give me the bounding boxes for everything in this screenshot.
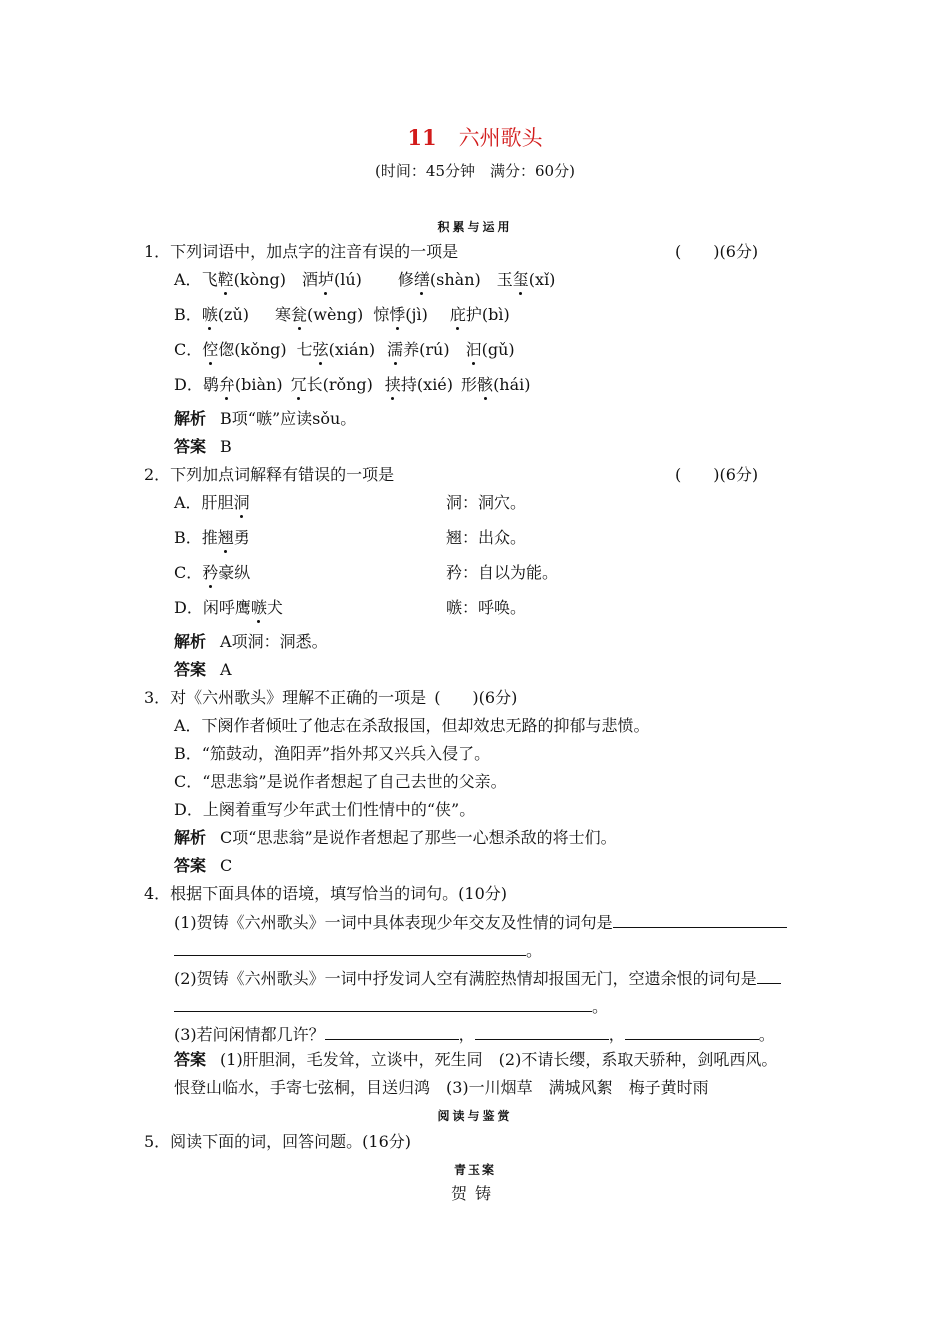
dotted-char: 嗾 [250,598,267,617]
q2-answer [174,660,232,680]
q3-option-d: D．上阕着重写少年武士们性情中的“侠”。 [174,800,476,819]
dotted-char: 弦 [312,340,329,359]
word-text: 犬 [266,598,283,617]
option-letter: A． [174,270,202,289]
word-text: 玉 [496,270,513,289]
answer-text: C [220,856,233,875]
q4-stem: 4．根据下面具体的语境，填写恰当的词句。(10分) [144,884,508,903]
word-text: C． [174,563,203,582]
analysis-text: A项洞：洞悉。 [220,632,328,651]
q1-score: ( )(6分) [675,242,759,261]
document-title [0,126,950,150]
q2-stem: 2．下列加点词解释有错误的一项是 [144,465,395,484]
pinyin: (shàn) [429,270,481,289]
word-text: 七 [296,340,313,359]
answer-label: 答案 [174,660,207,679]
q2-explanation-d: 嗾：呼唤。 [446,598,527,617]
pinyin: (xián) [328,340,376,359]
q2-explanation-c: 矜：自以为能。 [446,563,559,582]
dotted-char: 濡 [387,340,404,359]
q2-explanation-a: 洞：洞穴。 [446,493,527,512]
prompt-text: (1)贺铸《六州歌头》一词中具体表现少年交友及性情的词句是 [174,913,613,932]
lesson-title: 六州歌头 [458,126,543,150]
option-letter: D． [174,375,203,394]
option-letter: C． [174,340,203,359]
dotted-char: 悸 [389,305,406,324]
punctuation: 。 [758,1025,775,1044]
answer-blank[interactable] [625,1024,759,1040]
answer-blank[interactable] [325,1024,459,1040]
q4-part1-cont [174,940,542,961]
dotted-char: 倥 [202,340,219,359]
dotted-char: 玺 [512,270,529,289]
q4-answer [174,1050,777,1070]
q4-answer-cont: 恨登山临水，手寄七弦桐，目送归鸿 (3)一川烟草 满城风絮 梅子黄时雨 [174,1078,709,1097]
dotted-char: 瓮 [291,305,308,324]
q2-explanation-b: 翘：出众。 [446,528,527,547]
answer-label: 答案 [174,1050,207,1069]
pinyin: (lú) [333,270,362,289]
word-text: 豪纵 [218,563,251,582]
q1-option-c [174,340,515,360]
answer-label: 答案 [174,437,207,456]
answer-blank[interactable] [174,940,526,956]
poem-author: 贺铸 [450,1184,499,1203]
pinyin: (biàn) [234,375,283,394]
punctuation: 。 [592,997,609,1016]
word-text: 酒 [301,270,318,289]
pinyin: 偬(kǒng) [218,340,287,359]
pinyin: (xǐ) [528,270,556,289]
section-heading-reading: 阅读与鉴赏 [437,1109,513,1123]
pinyin: (jì) [405,305,428,324]
pinyin: (wèng) [307,305,364,324]
dotted-char: 鞚 [217,270,234,289]
dotted-char: 嗾 [201,305,218,324]
prompt-text: (2)贺铸《六州歌头》一词中抒发词人空有满腔热情却报国无门，空遗余恨的词句是 [174,969,757,988]
q4-part2-cont [174,996,608,1017]
section-heading-accumulate: 积累与运用 [437,220,513,234]
dotted-char: 缮 [413,270,430,289]
q2-option-b [174,528,250,548]
option-letter: B． [174,305,202,324]
q1-option-d [174,375,531,395]
dotted-char: 翘 [217,528,234,547]
pinyin: (zǔ) [217,305,249,324]
dotted-char: 庇 [449,305,466,324]
analysis-text: B项“嗾”应读sǒu。 [220,409,357,428]
lesson-number: 11 [407,125,437,150]
pinyin: (gǔ) [481,340,515,359]
time-and-score: (时间：45分钟 满分：60分) [375,162,575,180]
word-text: 勇 [233,528,250,547]
q2-analysis [174,632,328,652]
q5-stem: 5．阅读下面的词，回答问题。(16分) [144,1132,412,1151]
answer-label: 答案 [174,856,207,875]
question-text: 3．对《六州歌头》理解不正确的一项是 [144,688,427,707]
dotted-char: 挟 [384,375,401,394]
analysis-text: C项“思悲翁”是说作者想起了那些一心想杀敌的将士们。 [220,828,617,847]
answer-blank[interactable] [757,968,781,984]
q2-option-c [174,563,250,583]
pinyin: 养(rú) [403,340,450,359]
dotted-char: 垆 [317,270,334,289]
punctuation: ， [458,1025,475,1044]
dotted-char: 矜 [202,563,219,582]
punctuation: 。 [526,941,543,960]
answer-text: B [220,437,232,456]
q3-option-a: A．下阕作者倾吐了他志在杀敌报国，但却效忠无路的抑郁与悲愤。 [174,716,650,735]
poem-title: 青玉案 [453,1163,496,1177]
dotted-char: 洞 [233,493,250,512]
word-text: 修 [397,270,414,289]
answer-text: (1)肝胆洞，毛发耸，立谈中，死生同 (2)不请长缨，系取天骄种，剑吼西风。 [220,1050,778,1069]
word-text: A．肝胆 [174,493,234,512]
dotted-char: 弁 [218,375,235,394]
q3-stem [144,688,517,708]
dotted-char: 骸 [477,375,494,394]
analysis-label: 解析 [174,409,207,428]
word-text: D．闲呼鹰 [174,598,251,617]
pinyin: 持(xié) [400,375,454,394]
q2-score: ( )(6分) [675,465,759,484]
q4-part3 [174,1024,775,1045]
word-text: B．推 [174,528,218,547]
q1-answer [174,437,232,457]
q2-option-a [174,493,250,513]
word-text: 寒 [275,305,292,324]
pinyin: 长(rǒng) [306,375,373,394]
q3-analysis [174,828,617,848]
analysis-label: 解析 [174,632,207,651]
answer-blank[interactable] [613,912,787,928]
punctuation: ， [608,1025,625,1044]
dotted-char: 冗 [290,375,307,394]
q3-option-c: C．“思悲翁”是说作者想起了自己去世的父亲。 [174,772,507,791]
pinyin: 护(bì) [465,305,510,324]
q4-part1 [174,912,787,933]
answer-blank[interactable] [475,1024,609,1040]
q1-analysis [174,409,356,429]
q3-score: ( )(6分) [434,688,518,707]
answer-text: A [220,660,232,679]
analysis-label: 解析 [174,828,207,847]
q1-option-a [174,270,555,290]
q4-part2 [174,968,781,989]
q3-answer [174,856,232,876]
pinyin: (kòng) [233,270,286,289]
dotted-char: 汩 [465,340,482,359]
word-text: 惊 [373,305,390,324]
q1-option-b [174,305,510,325]
q2-option-d [174,598,283,618]
pinyin: (hái) [493,375,531,394]
word-text: 形 [461,375,478,394]
word-text: 鹖 [202,375,219,394]
q1-stem: 1．下列词语中，加点字的注音有误的一项是 [144,242,459,261]
word-text: 飞 [201,270,218,289]
prompt-text: (3)若问闲情都几许？ [174,1025,325,1044]
answer-blank[interactable] [174,996,592,1012]
q3-option-b: B．“笳鼓动，渔阳弄”指外邦又兴兵入侵了。 [174,744,491,763]
